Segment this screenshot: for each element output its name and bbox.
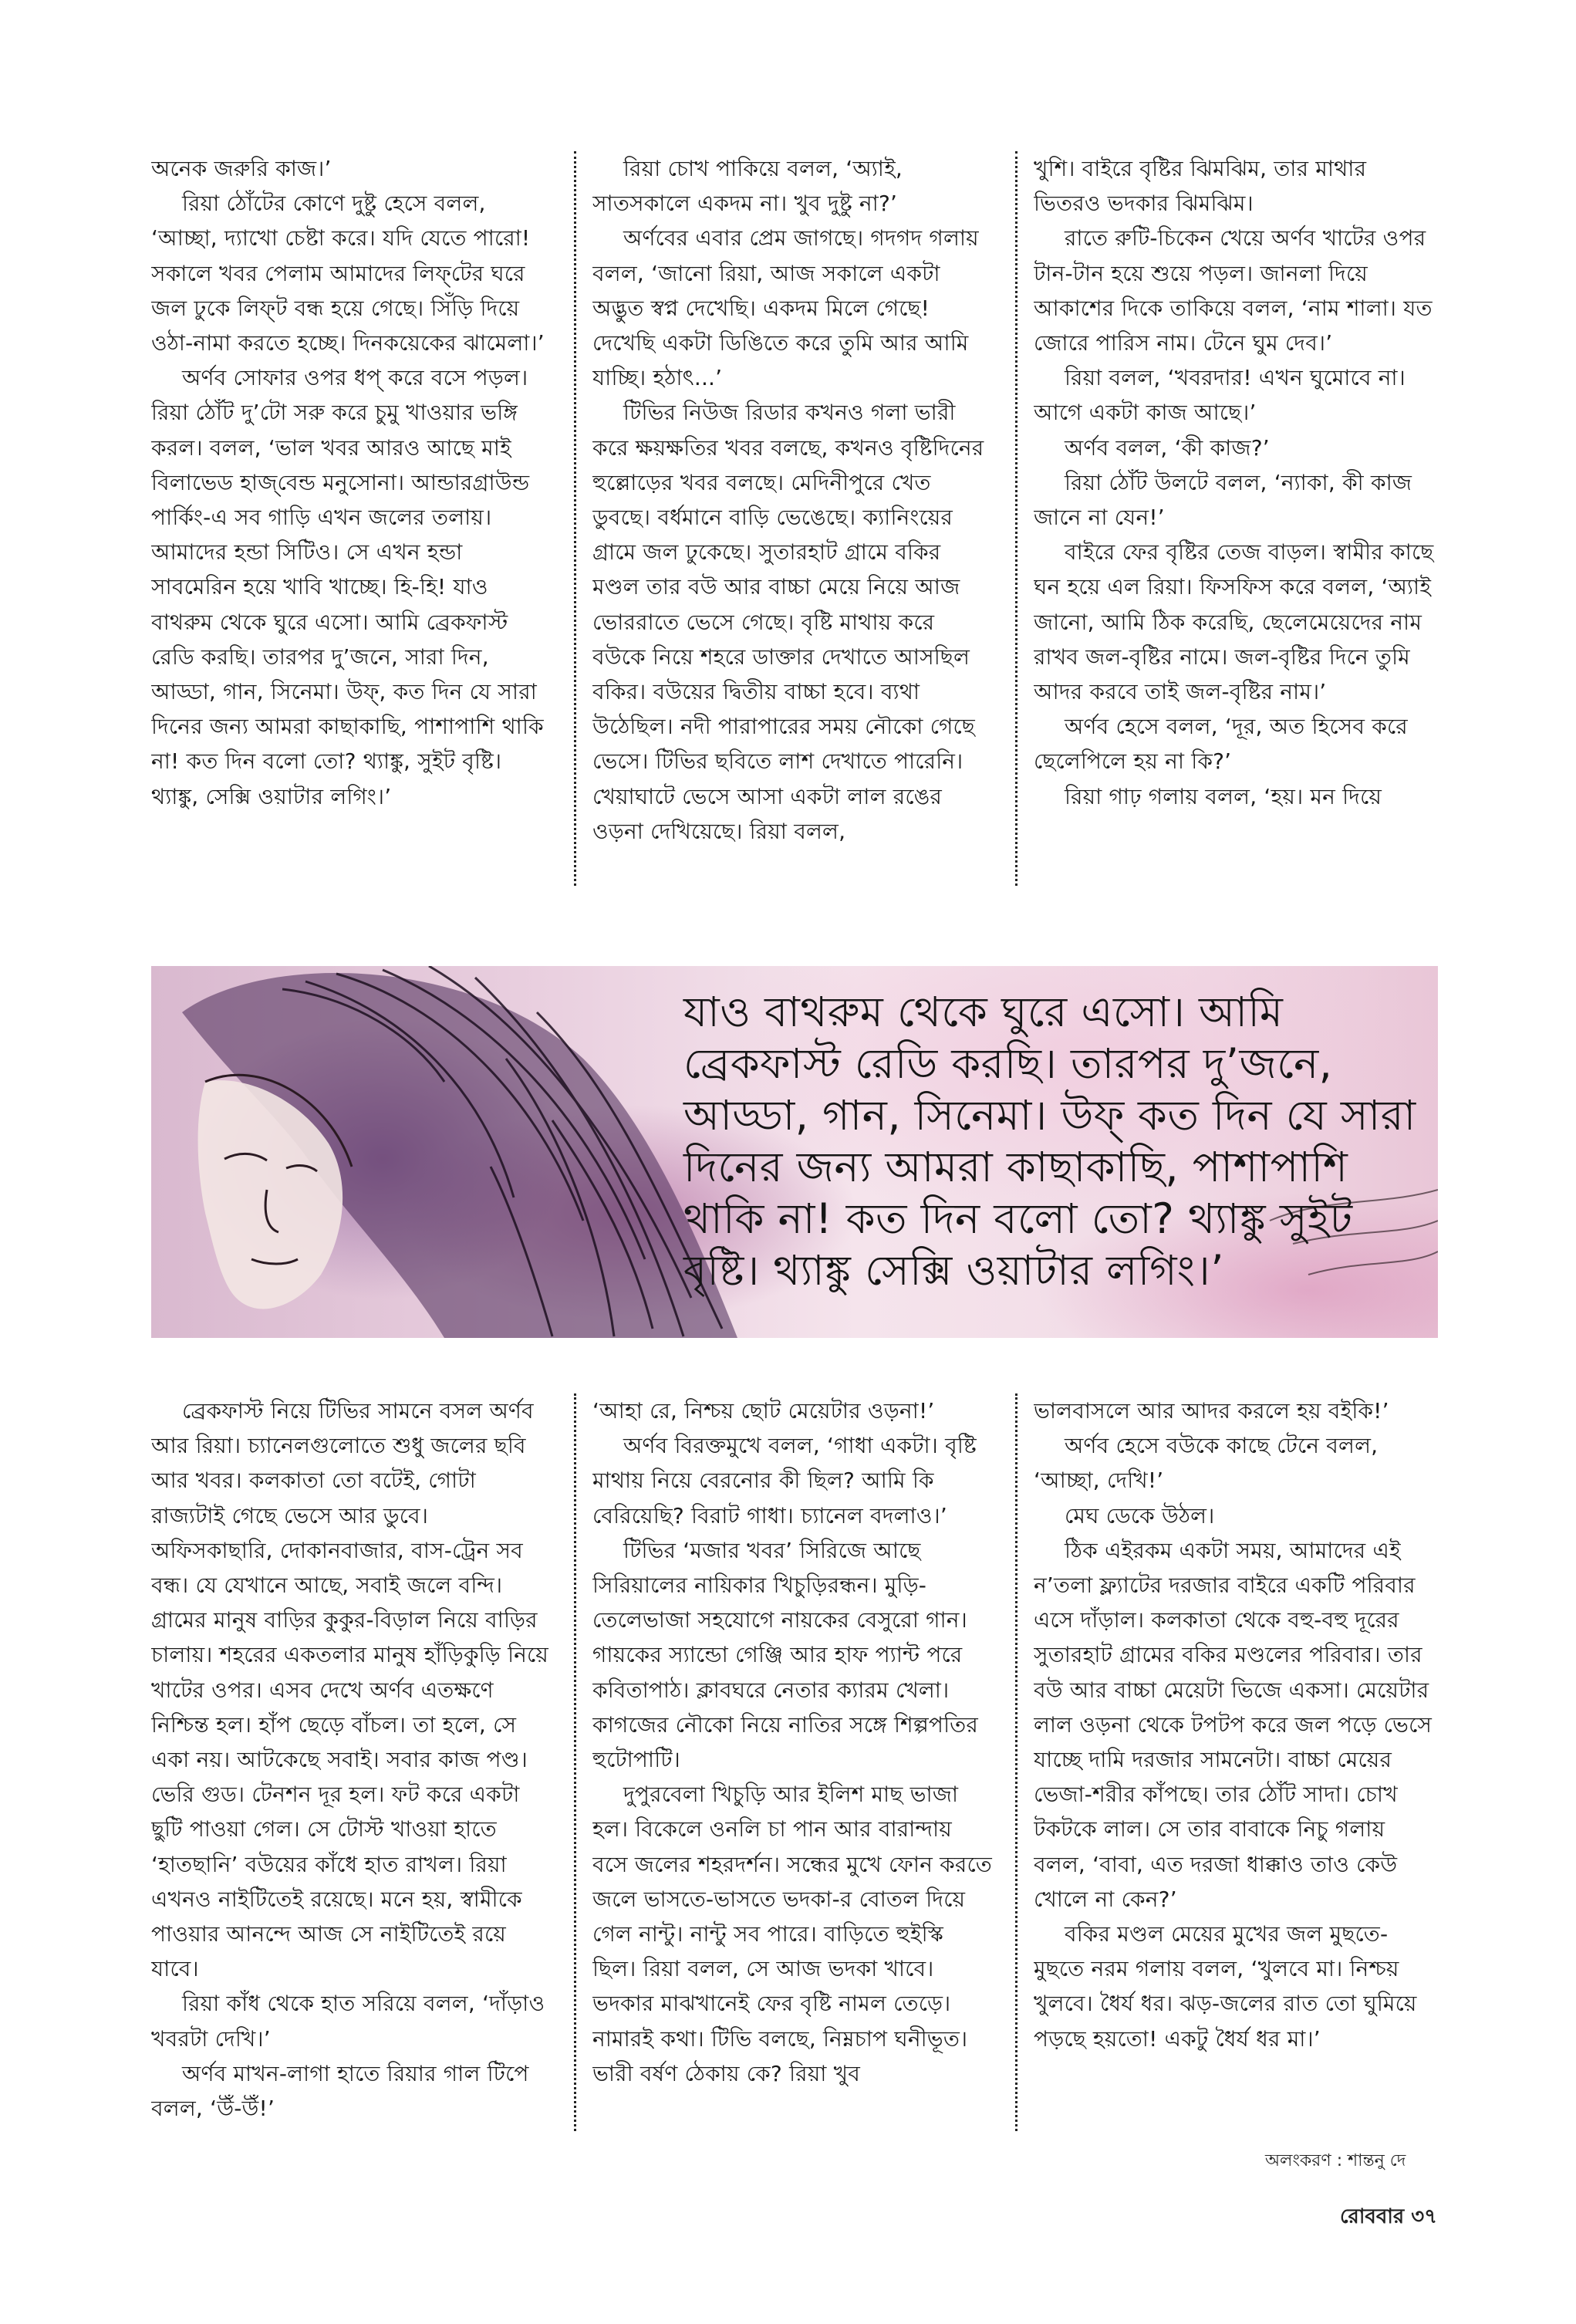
paragraph: অনেক জরুরি কাজ।’ bbox=[151, 156, 332, 181]
paragraph: রিয়া ঠোঁট উলটে বলল, ‘ন্যাকা, কী কাজ জানে না যেন!’ bbox=[1034, 469, 1412, 531]
paragraph: অর্ণব মাখন-লাগা হাতে রিয়ার গাল টিপে বলল, ‘উঁ-উঁ!’ bbox=[151, 2060, 529, 2122]
paragraph: খুশি। বাইরে বৃষ্টির ঝিমঝিম, তার মাথার ভিতরও ভদকার ঝিমঝিম। bbox=[1034, 156, 1367, 217]
top-column-2 bbox=[592, 151, 994, 892]
bottom-column-3 bbox=[1034, 1393, 1438, 2134]
paragraph: অর্ণব বলল, ‘কী কাজ?’ bbox=[1065, 434, 1270, 461]
column-divider bbox=[1015, 1393, 1017, 2131]
paragraph: অর্ণব হেসে বলল, ‘দূর, অত হিসেব করে ছেলেপিলে হয় না কি?’ bbox=[1034, 714, 1408, 775]
paragraph: রিয়া চোখ পাকিয়ে বলল, ‘অ্যাই, সাতসকালে একদম না। খুব দুষ্টু না?’ bbox=[592, 156, 903, 217]
paragraph: রাতে রুটি-চিকেন খেয়ে অর্ণব খাটের ওপর টান-টান হয়ে শুয়ে পড়ল। জানলা দিয়ে আকাশের দিকে তাকিয়ে বলল, ‘নাম শালা। যত জোরে পারিস নাম। টেনে ঘুম দেব।’ bbox=[1034, 225, 1433, 356]
paragraph: বাইরে ফের বৃষ্টির তেজ বাড়ল। স্বামীর কাছে ঘন হয়ে এল রিয়া। ফিসফিস করে বলল, ‘অ্যাই জানো, আমি ঠিক করেছি, ছেলেমেয়েদের নাম রাখব জল-বৃষ্টির নামে। জল-বৃষ্টির দিনে তুমি আদর করবে তাই জল-বৃষ্টির নাম।’ bbox=[1034, 539, 1434, 705]
pull-quote-text: যাও বাথরুম থেকে ঘুরে এসো। আমি ব্রেকফাস্ট রেডি করছি। তারপর দু’জনে, আড্ডা, গান, সিনেমা। উফ্‌ কত দিন যে সারা দিনের জন্য আমরা কাছাকাছি, পাশাপাশি থাকি না! কত দিন বলো তো? থ্যাঙ্কু সুইট বৃষ্টি। থ্যাঙ্কু সেক্সি ওয়াটার লগিং।’ bbox=[683, 988, 1416, 1295]
paragraph: রিয়া গাঢ় গলায় বলল, ‘হয়। মন দিয়ে bbox=[1065, 783, 1382, 809]
paragraph: বকির মণ্ডল মেয়ের মুখের জল মুছতে-মুছতে নরম গলায় বলল, ‘খুলবে মা। নিশ্চয় খুলবে। ধৈর্য ধর। ঝড়-জলের রাত তো ঘুমিয়ে পড়ছে হয়তো! একটু ধৈর্য ধর মা।’ bbox=[1034, 1921, 1417, 2052]
paragraph: দুপুরবেলা খিচুড়ি আর ইলিশ মাছ ভাজা হল। বিকেলে ওনলি চা পান আর বারান্দায় বসে জলের শহরদর্শন। সন্ধের মুখে ফোন করতে জলে ভাসতে-ভাসতে ভদকা-র বোতল দিয়ে গেল নান্টু। নান্টু সব পারে। বাড়িতে হুইস্কি ছিল। রিয়া বলল, সে আজ ভদকা খাবে। ভদকার মাঝখানেই ফের বৃষ্টি নামল তেড়ে। নামারই কথা। টিভি বলছে, নিম্নচাপ ঘনীভূত। ভারী বর্ষণ ঠেকায় কে? রিয়া খুব bbox=[592, 1782, 992, 2086]
paragraph: অর্ণব বিরক্তমুখে বলল, ‘গাধা একটা। বৃষ্টি মাথায় নিয়ে বেরনোর কী ছিল? আমি কি বেরিয়েছি? বিরাট গাধা। চ্যানেল বদলাও।’ bbox=[592, 1433, 977, 1529]
top-column-3 bbox=[1034, 151, 1438, 892]
column-divider bbox=[574, 151, 576, 886]
paragraph: ঠিক এইরকম একটা সময়, আমাদের এই ন’তলা ফ্ল্যাটের দরজার বাইরে একটি পরিবার এসে দাঁড়াল। কলকাতা থেকে বহু-বহু দূরের সুতারহাট গ্রামের বকির মণ্ডলের পরিবার। তার বউ আর বাচ্চা মেয়েটা ভিজে একসা। মেয়েটার লাল ওড়না থেকে টপটপ করে জল পড়ে ভেসে যাচ্ছে দামি দরজার সামনেটা। বাচ্চা মেয়ের ভেজা-শরীর কাঁপছে। তার ঠোঁট সাদা। চোখ টকটকে লাল। সে তার বাবাকে নিচু গলায় বলল, ‘বাবা, এত দরজা ধাক্কাও তাও কেউ খোলে না কেন?’ bbox=[1034, 1537, 1433, 1912]
paragraph: রিয়া কাঁধ থেকে হাত সরিয়ে বলল, ‘দাঁড়াও খবরটা দেখি।’ bbox=[151, 1991, 545, 2052]
paragraph: অর্ণবের এবার প্রেম জাগছে। গদগদ গলায় বলল, ‘জানো রিয়া, আজ সকালে একটা অদ্ভুত স্বপ্ন দেখেছি। একদম মিলে গেছে! দেখেছি একটা ডিঙিতে করে তুমি আর আমি যাচ্ছি। হঠাৎ...’ bbox=[592, 225, 979, 391]
illustration-credit: অলংকরণ : শান্তনু দে bbox=[1265, 2151, 1406, 2170]
column-divider bbox=[1015, 151, 1017, 886]
bottom-column-1 bbox=[151, 1393, 552, 2134]
pull-quote-band bbox=[151, 966, 1438, 1338]
paragraph: ব্রেকফাস্ট নিয়ে টিভির সামনে বসল অর্ণব আর রিয়া। চ্যানেলগুলোতে শুধু জলের ছবি আর খবর। কলকাতা তো বটেই, গোটা রাজ্যটাই গেছে ভেসে আর ডুবে। অফিসকাছারি, দোকানবাজার, বাস-ট্রেন সব বন্ধ। যে যেখানে আছে, সবাই জলে বন্দি। গ্রামের মানুষ বাড়ির কুকুর-বিড়াল নিয়ে বাড়ির চালায়। শহরের একতলার মানুষ হাঁড়িকুড়ি নিয়ে খাটের ওপর। এসব দেখে অর্ণব এতক্ষণে নিশ্চিন্ত হল। হাঁপ ছেড়ে বাঁচল। তা হলে, সে একা নয়। আটকেছে সবাই। সবার কাজ পণ্ড। ভেরি গুড। টেনশন দূর হল। ফট করে একটা ছুটি পাওয়া গেল। সে টোস্ট খাওয়া হাতে ‘হাতছানি’ বউয়ের কাঁধে হাত রাখল। রিয়া এখনও নাইটিতেই রয়েছে। মনে হয়, স্বামীকে পাওয়ার আনন্দে আজ সে নাইটিতেই রয়ে যাবে। bbox=[151, 1398, 548, 1982]
paragraph: ‘আহা রে, নিশ্চয় ছোট মেয়েটার ওড়না!’ bbox=[592, 1398, 935, 1424]
paragraph: রিয়া বলল, ‘খবরদার! এখন ঘুমোবে না। আগে একটা কাজ আছে।’ bbox=[1034, 365, 1406, 426]
paragraph: ভালবাসলে আর আদর করলে হয় বইকি!’ bbox=[1034, 1398, 1389, 1424]
top-column-1 bbox=[151, 151, 552, 892]
paragraph: অর্ণব সোফার ওপর ধপ্‌ করে বসে পড়ল। রিয়া ঠোঁট দু’টো সরু করে চুমু খাওয়ার ভঙ্গি করল। বলল, ‘ভাল খবর আরও আছে মাই বিলাভেড হাজ্‌বেন্ড মনুসোনা। আন্ডারগ্রাউন্ড পার্কিং-এ সব গাড়ি এখন জলের তলায়। আমাদের হন্ডা সিটিও। সে এখন হন্ডা সাবমেরিন হয়ে খাবি খাচ্ছে। হি-হি! যাও বাথরুম থেকে ঘুরে এসো। আমি ব্রেকফাস্ট রেডি করছি। তারপর দু’জনে, সারা দিন, আড্ডা, গান, সিনেমা। উফ্‌, কত দিন যে সারা দিনের জন্য আমরা কাছাকাছি, পাশাপাশি থাকি না! কত দিন বলো তো? থ্যাঙ্কু, সুইট বৃষ্টি। থ্যাঙ্কু, সেক্সি ওয়াটার লগিং।’ bbox=[151, 365, 544, 809]
page-folio: রোববার ৩৭ bbox=[1340, 2205, 1438, 2228]
paragraph: অর্ণব হেসে বউকে কাছে টেনে বলল, ‘আচ্ছা, দেখি!’ bbox=[1034, 1433, 1379, 1494]
paragraph: রিয়া ঠোঁটের কোণে দুষ্টু হেসে বলল, ‘আচ্ছা, দ্যাখো চেষ্টা করে। যদি যেতে পারো! সকালে খবর পেলাম আমাদের লিফ্‌টের ঘরে জল ঢুকে লিফ্‌ট বন্ধ হয়ে গেছে। সিঁড়ি দিয়ে ওঠা-নামা করতে হচ্ছে। দিনকয়েকের ঝামেলা।’ bbox=[151, 191, 545, 356]
paragraph: মেঘ ডেকে উঠল। bbox=[1065, 1502, 1215, 1529]
paragraph: টিভির ‘মজার খবর’ সিরিজে আছে সিরিয়ালের নায়িকার খিচুড়িরন্ধন। মুড়ি-তেলেভাজা সহযোগে নায়কের বেসুরো গান। গায়কের স্যান্ডো গেঞ্জি আর হাফ প্যান্ট পরে কবিতাপাঠ। ক্লাবঘরে নেতার ক্যারম খেলা। কাগজের নৌকো নিয়ে নাতির সঙ্গে শিল্পপতির হুটোপাটি। bbox=[592, 1537, 978, 1773]
paragraph: টিভির নিউজ রিডার কখনও গলা ভারী করে ক্ষয়ক্ষতির খবর বলছে, কখনও বৃষ্টিদিনের হুল্লোড়ের খবর বলছে। মেদিনীপুরে খেত ডুবছে। বর্ধমানে বাড়ি ভেঙেছে। ক্যানিংয়ের গ্রামে জল ঢুকেছে। সুতারহাট গ্রামে বকির মণ্ডল তার বউ আর বাচ্চা মেয়ে নিয়ে আজ ভোররাতে ভেসে গেছে। বৃষ্টি মাথায় করে বউকে নিয়ে শহরে ডাক্তার দেখাতে আসছিল বকির। বউয়ের দ্বিতীয় বাচ্চা হবে। ব্যথা উঠেছিল। নদী পারাপারের সময় নৌকো গেছে ভেসে। টিভির ছবিতে লাশ দেখাতে পারেনি। খেয়াঘাটে ভেসে আসা একটা লাল রঙের ওড়না দেখিয়েছে। রিয়া বলল, bbox=[592, 400, 984, 844]
bottom-column-2 bbox=[592, 1393, 994, 2134]
column-divider bbox=[574, 1393, 576, 2131]
